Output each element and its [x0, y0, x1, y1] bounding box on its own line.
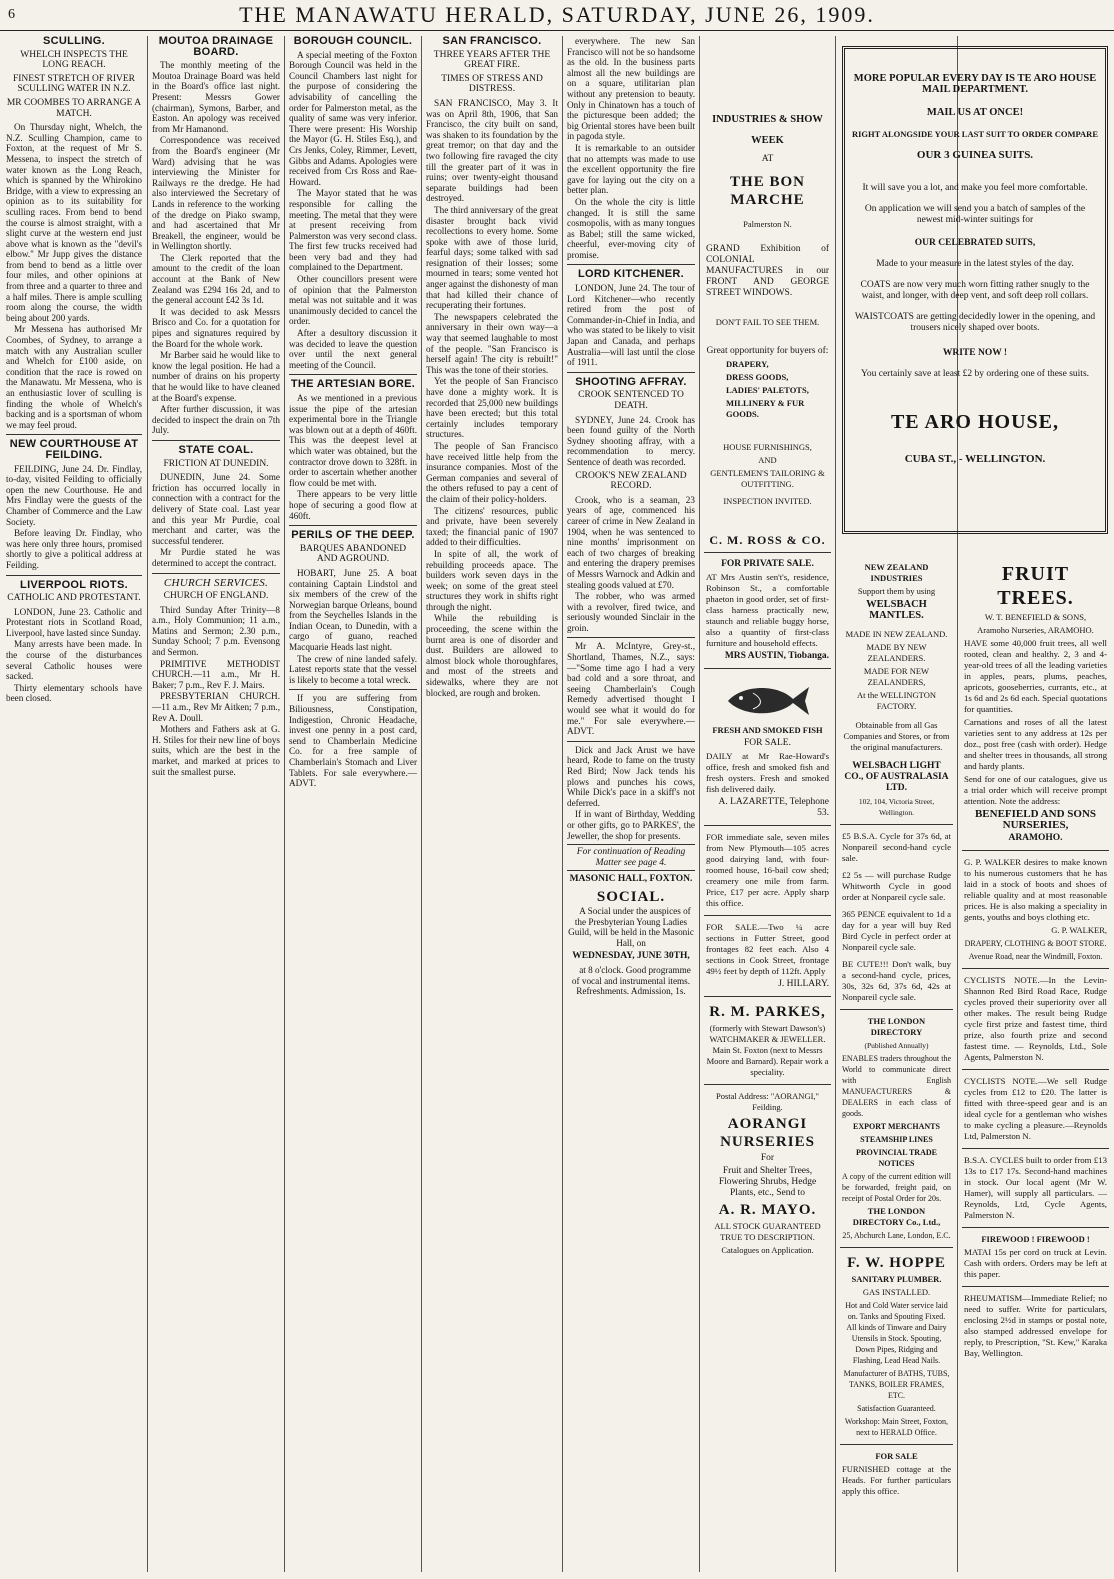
ad-text: GRAND Exhibition of COLONIAL MANUFACTURES in our FRONT AND GEORGE STREET WINDOWS.	[706, 244, 829, 298]
article-paragraph: After a desultory discussion it was decided to leave the question over until the next general meeting of the Council.	[289, 328, 417, 370]
column-1	[6, 36, 142, 1572]
social-advertisement	[567, 874, 695, 996]
article-heading: MOUTOA DRAINAGE BOARD.	[158, 36, 274, 58]
article-paragraph: Mr Purdie stated he was determined to accept the contract.	[152, 547, 280, 568]
ad-line: OUR CELEBRATED SUITS,	[914, 237, 1036, 248]
column-rule	[284, 36, 285, 1572]
article-paragraph: everywhere. The new San Francisco will not be so handsome as the old. In the business parts almost all the new buildings are on a square, utilitarian plan without any pretension to beauty. Only in Chinatown has a touch of the picturesque been added; the big Oriental stores have been built in pagoda style.	[567, 36, 695, 142]
article-heading: BOROUGH COUNCIL.	[293, 36, 413, 47]
ad-text: FOR immediate sale, seven miles from New Plymouth—105 acres good dairying land, with four-roomed house, 16-bail cow shed; creamery one mile from farm. Price, £17 per acre. Apply sharp this office.	[706, 832, 829, 908]
advertisement	[289, 689, 417, 788]
ad-title: TE ARO HOUSE,	[890, 410, 1060, 433]
ad-text: £2 5s — will purchase Rudge Whitworth Cycle in good order at Nonpareil cycle sale.	[842, 870, 951, 902]
ad-line: You certainly save at least £2 by ordering one of these suits.	[860, 368, 1090, 379]
article-heading: LIVERPOOL RIOTS.	[6, 575, 142, 591]
ad-line: CUBA ST., - WELLINGTON.	[904, 452, 1046, 465]
article-heading: SAN FRANCISCO.	[442, 36, 542, 47]
article-paragraph: LONDON, June 23. Catholic and Protestant riots in Scotland Road, Liverpool, have lasted since Sunday.	[6, 606, 142, 638]
ad-heading: FOR SALE	[875, 1451, 918, 1461]
cyclists-advertisement	[962, 969, 1109, 1070]
article-subheading: CROOK SENTENCED TO DEATH.	[578, 390, 684, 411]
ad-text: Send for one of our catalogues, give us a trial order which will receive prompt attention. Note the address:	[964, 774, 1107, 806]
article-paragraph: Other councillors present were of opinion that the Palmerston metal was not suitable and it was unanimously decided to cancel the order.	[289, 274, 417, 327]
article-heading: CHURCH SERVICES.	[152, 573, 280, 589]
column-3	[289, 36, 417, 1572]
ad-line: WEEK	[751, 135, 784, 146]
ad-line: At the WELLINGTON FACTORY.	[856, 690, 936, 711]
ad-heading: FOR PRIVATE SALE.	[721, 559, 814, 569]
ad-text: Fruit and Shelter Trees, Flowering Shrubs, Hedge Plants, etc., Send to	[718, 1166, 817, 1198]
ad-line: STEAMSHIP LINES	[860, 1135, 933, 1144]
ad-text: BE CUTE!!! Don't walk, buy a second-hand cycle, prices, 30s, 32s 6d, 37s 6d, 42s at Nonpareil cycle sale.	[842, 959, 951, 1002]
article-paragraph: Third Sunday After Trinity—8 a.m., Holy Communion; 11 a.m., Matins and Sermon; 2.30 p.m., Sunday School; 7 p.m. Evensong and Sermon.	[152, 604, 280, 658]
column-2	[152, 36, 280, 1572]
ad-signature: A. LAZARETTE, Telephone 53.	[718, 797, 829, 818]
ad-subheading: FOR SALE.	[744, 738, 791, 748]
ad-line: AT	[761, 154, 774, 164]
column-7-advertisements	[840, 556, 953, 1572]
ad-text: Mr A. McIntyre, Grey-st., Shortland, Thames, N.Z., says:—"Some time ago I had a very bad cold and a sore throat, and seeing Chamberlain's Cough Remedy advertised thought I would see what it would do for me." For sale everywhere.—ADVT.	[567, 641, 695, 737]
column-rule	[421, 36, 422, 1572]
article-paragraph: HOBART, June 25. A boat containing Captain Lindstol and six members of the crew of the Norwegian barque Orleans, bound from the Seychelles Islands in the Indian Ocean, to Dunedin, with a cargo of guano, reached Macquarie Heads last night.	[289, 567, 417, 653]
column-rule	[147, 36, 148, 1572]
ad-title: WELSBACH LIGHT CO., OF AUSTRALASIA LTD.	[844, 761, 949, 793]
ad-heading: MASONIC HALL, FOXTON.	[569, 874, 693, 885]
article-paragraph: While the rebuilding is proceeding, the scene within the burnt area is one of disorder and dust. Builders are allowed to almost block whole thoroughfares, and most of the streets and sidewalks, where they are not blocked, are rough and broken.	[426, 613, 558, 698]
article-paragraph: The crew of nine landed safely. Latest reports state that the vessel is likely to become a total wreck.	[289, 653, 417, 685]
ad-text: Manufacturer of BATHS, TUBS, TANKS, BOILER FRAMES, ETC.	[843, 1369, 950, 1400]
article-subheading: CROOK'S NEW ZEALAND RECORD.	[575, 470, 687, 492]
ad-line: AND	[758, 455, 777, 465]
article-paragraph: FEILDING, June 24. Dr. Findlay, to-day, visited Feilding to officially open the new Courthouse. He and Mrs Findlay were the guests of the Chamber of Commerce and the Law Society.	[6, 463, 142, 527]
article-paragraph: Correspondence was received from the Board's engineer (Mr Ward) advising that he was interviewing the Minister for Railways re the dredge. He had also interviewed the Secretary of Lands in reference to the working of the dredge on Piako swamp, and had ascertained that Mr Breakell, the engineer, would be in Wellington shortly.	[152, 135, 280, 252]
article-paragraph: Crook, who is a seaman, 23 years of age, commenced his career of crime in New Zealand in 1904, when he was sentenced to nine months' imprisonment on each of two charges of breaking and entering the drapery premises of Messrs Warnock and Adkin and stealing goods valued at £70.	[567, 494, 695, 590]
fish-advertisement	[704, 669, 831, 826]
newspaper-title: THE MANAWATU HERALD, SATURDAY, JUNE 26, 1909.	[239, 2, 875, 27]
ad-title: C. M. ROSS & CO.	[709, 533, 826, 547]
bsa-advertisement	[962, 1149, 1109, 1228]
ad-line: Support them by using	[857, 586, 936, 596]
article-subheading: CATHOLIC AND PROTESTANT.	[7, 593, 141, 604]
article-paragraph: The citizens' resources, public and private, have been severely taxed; the financial panic of 1907 added to their difficulties.	[426, 505, 558, 548]
te-aro-house-advertisement	[840, 36, 1110, 546]
ad-heading: THE LONDON DIRECTORY	[867, 1016, 926, 1037]
ad-title: THE LONDON DIRECTORY Co., Ltd.,	[852, 1206, 941, 1227]
article-paragraph: SYDNEY, June 24. Crook has been found guilty of the North Sydney shooting affray, with a recommendation to mercy. Sentence of death was recorded.	[567, 414, 695, 467]
ad-text: A copy of the current edition will be forwarded, freight paid, on receipt of Postal Order for 20s.	[842, 1172, 951, 1203]
parkes-advertisement	[704, 997, 831, 1085]
ad-title: F. W. HOPPE	[847, 1255, 946, 1271]
ad-title: A. R. MAYO.	[718, 1202, 817, 1218]
article-paragraph: The monthly meeting of the Moutoa Drainage Board was held in the Board's office last night. Present: Messrs Gower (chairman), Symons, Barber, and Easton. An apology was received from Mr Hamanond.	[152, 60, 280, 134]
farm-advertisement	[704, 826, 831, 916]
column-6-advertisements	[704, 36, 831, 1572]
ad-line: On application we will send you a batch of samples of the newest mid-winter suitings for	[864, 203, 1086, 225]
ad-text: MATAI 15s per cord on truck at Levin. Cash with orders. Orders may be left at this paper.	[964, 1247, 1107, 1279]
ad-text: If in want of Birthday, Wedding or other gifts, go to PARKES', the Jeweller, the shop for presents.	[567, 809, 695, 841]
article-paragraph: On Thursday night, Whelch, the N.Z. Sculling Champion, came to Foxton, at the request of Mr S. Messena, to inspect the stretch of water known as the Long Reach, which is spanned by the Whirokino Bridge, with a view to expressing an opinion as to its suitability for sculling races. From bend to bend the course is almost straight, with a slight curve at the western end just above what is known as the "devil's elbow." Mr Jupp gives the distance from bend to bend as a little over four miles, and other opinions at from three and a quarter to three and a half miles. There is ample sculling room along the course, the width being about 200 yards.	[6, 122, 142, 323]
ad-line: MAIL US AT ONCE!	[926, 107, 1024, 118]
fruit-trees-advertisement	[962, 556, 1109, 851]
advertisement	[567, 741, 695, 841]
walker-advertisement	[962, 851, 1109, 969]
ad-text: Hot and Cold Water service laid on. Tanks and Spouting Fixed. All kinds of Tinware and Dairy Utensils in Stock. Spouting, Down Pipes, Ridging and Flashing, Lead Head Nails.	[845, 1301, 948, 1365]
masthead	[0, 0, 1114, 31]
ad-line: ARAMOHO.	[1008, 833, 1063, 843]
london-directory-advertisement	[840, 1010, 953, 1248]
ad-title: WELSBACH MANTLES.	[866, 599, 927, 621]
column-5	[567, 36, 695, 1572]
article-paragraph: Mr Messena has authorised Mr Coombes, of Sydney, to arrange a match with any Australian sculler and Whelch for £100 aside, on condition that the race is rowed on the Manawatu. Mr Messena, who is an enthusiastic lover of sculling is finding the whole of Whelch's backing and is a sportsman of whom we may feel proud.	[6, 324, 142, 430]
article-paragraph: On the whole the city is little changed. It is still the same cosmopolis, with as many tongues as Babel; still the same wicked, cheerful, ever-moving city of promise.	[567, 196, 695, 260]
ad-heading: NEW ZEALAND INDUSTRIES	[864, 562, 929, 583]
article-heading: PERILS OF THE DEEP.	[289, 525, 417, 541]
ad-line: WRITE NOW !	[942, 347, 1008, 358]
article-paragraph: Many arrests have been made. In the course of the disturbances several Catholic houses were sacked.	[6, 639, 142, 682]
ad-line: GENTLEMEN'S TAILORING & OUTFITTING.	[710, 468, 825, 489]
ad-line: MORE POPULAR EVERY DAY IS TE ARO HOUSE MAIL DEPARTMENT.	[853, 73, 1097, 95]
ad-text: Dick and Jack Arust we have heard, Rode to fame on the trusty Red Bird; Now Jack tends his plows and punches his cows, While Dick's pace in a skiff's not deferred.	[567, 744, 695, 808]
ad-text: DAILY at Mr Rae-Howard's office, fresh and smoked fish and fresh oysters. Fresh and smoked fish delivered daily.	[706, 751, 829, 794]
article-heading: LORD KITCHENER.	[567, 264, 695, 280]
ad-line: MILLINERY & FUR GOODS.	[726, 398, 805, 419]
ad-title: FRUIT TREES.	[997, 563, 1074, 609]
article-paragraph: SAN FRANCISCO, May 3. It was on April 8th, 1906, that San Francisco, the city built on sand, was shaken to its foundation by the great tremor; on that day and the two following fire ravaged the city till the greater part of it was in ruins; over twenty-eight thousand separate buildings had been destroyed.	[426, 97, 558, 204]
advertisement	[567, 637, 695, 736]
ad-heading: FRESH AND SMOKED FISH	[712, 725, 823, 735]
ad-line: MADE FOR NEW ZEALANDERS,	[863, 666, 930, 687]
article-paragraph: PRIMITIVE METHODIST CHURCH.—11 a.m., Mr H. Baker; 7 p.m., Rev F. J. Mairs.	[152, 658, 280, 690]
ad-text: G. P. WALKER desires to make known to his numerous customers that he has laid in a stock of boots and shoes of reliable quality and at most reasonable prices. He is also making a speciality in gents, youths and boys clothing etc.	[964, 857, 1107, 922]
hoppe-advertisement	[840, 1248, 953, 1445]
article-subheading: THREE YEARS AFTER THE GREAT FIRE.	[433, 49, 551, 71]
ad-text: AT Mrs Austin sen't's, residence, Robinson St., a comfortable phaeton in good order, set of first-class harness practically new, staunch and reliable buggy horse, also a quantity of first-class furniture and household effects.	[706, 572, 829, 648]
article-heading: STATE COAL.	[152, 440, 280, 456]
ad-line: COATS are now very much worn fitting rather snugly to the waist, and longer, with deep vent, and soft deep roll collars.	[860, 279, 1090, 301]
ad-line: INSPECTION INVITED.	[723, 496, 812, 506]
ad-line: INDUSTRIES & SHOW	[712, 114, 823, 125]
welsbach-advertisement	[840, 556, 953, 825]
article-paragraph: DUNEDIN, June 24. Some friction has occurred locally in connection with a contract for the delivery of State coal. Last year and this year Mr Purdie, coal merchant and carter, was the successful tenderer.	[152, 472, 280, 546]
ad-line: RIGHT ALONGSIDE YOUR LAST SUIT TO ORDER COMPARE	[851, 128, 1098, 139]
ad-line: EXPORT MERCHANTS	[853, 1122, 940, 1131]
ad-line: LADIES' PALETOTS,	[726, 385, 809, 395]
ad-text: at 8 o'clock. Good programme of vocal and instrumental items. Refreshments. Admission, 1s.	[571, 964, 691, 997]
ad-line: For	[760, 1153, 775, 1163]
ad-text: HAVE some 40,000 fruit trees, all well rooted, clean and healthy. 2, 3 and 4-year-old trees of all the leading varieties in apples, pears, plums, peaches, apricots, gooseberries, currants, etc., at 1s 6d and 2s 6d each. Special quotations for quantities.	[964, 638, 1107, 714]
column-4	[426, 36, 558, 1572]
column-rule	[562, 36, 563, 1572]
article-paragraph: Yet the people of San Francisco have done a mighty work. It is recorded that 25,000 new buildings have been erected; but this total certainly includes temporary structures.	[426, 376, 558, 440]
ad-text: If you are suffering from Biliousness, Constipation, Indigestion, Chronic Headache, invest one penny in a post card, send to Chamberlain Medicine Co. for a free sample of Chamberlain's Stomach and Liver Tablets. For sale everywhere.—ADVT.	[289, 693, 417, 789]
article-paragraph: It was decided to ask Messrs Brisco and Co. for a quotation for pipes and signatures required by the Board for the whole work.	[152, 306, 280, 349]
ad-line: PROVINCIAL TRADE NOTICES	[856, 1148, 937, 1168]
ad-text: Postal Address: "AORANGI," Feilding.	[715, 1091, 820, 1112]
ad-text: A Social under the auspices of the Presbyterian Young Ladies Guild, will be held in the Masonic Hall, on	[568, 905, 694, 948]
article-subheading: FINEST STRETCH OF RIVER SCULLING WATER IN N.Z.	[12, 73, 136, 95]
article-paragraph: In spite of all, the work of rebuilding proceeds apace. The builders work seven days in the week; on some of the great steel structures they work in shifts right through the night.	[426, 548, 558, 612]
continuation-note: For continuation of Reading Matter see page 4.	[567, 844, 695, 871]
ad-text: B.S.A. CYCLES built to order from £13 13s to £17 17s. Second-hand machines in stock. Our local agent (Mr W. Hamer), will supply all particulars. — Reynolds, Ltd, Cycle Agents, Palmerston N.	[964, 1155, 1107, 1220]
ad-line: Avenue Road, near the Windmill, Foxton.	[968, 952, 1103, 961]
ad-signature: MRS AUSTIN, Tiobanga.	[724, 651, 829, 661]
ad-text: FOR SALE.—Two ¼ acre sections in Futter Street, good frontages 82 feet each. Also 4 sections in Cook Street, frontage 49½ feet by depth of 112ft. Apply	[706, 922, 829, 976]
ad-line: Made to your measure in the latest styles of the day.	[876, 258, 1074, 269]
article-heading: SHOOTING AFFRAY.	[567, 372, 695, 388]
ad-line: DRAPERY,	[726, 359, 769, 369]
ad-date: WEDNESDAY, JUNE 30TH,	[572, 951, 690, 962]
ad-line: Great opportunity for buyers of:	[706, 346, 829, 356]
article-paragraph: As we mentioned in a previous issue the pipe of the artesian experimental bore in the Triangle was blown out at a depth of 460ft. This was the deepest level at which water was obtained, but the contractor drove down to 328ft. in order to ascertain whether another flow could be met with.	[289, 393, 417, 488]
article-heading: SCULLING.	[43, 36, 105, 47]
ad-line: WAISTCOATS are getting decidedly lower in the opening, and trousers nicely shaped over boots.	[854, 311, 1096, 333]
ad-text: RHEUMATISM—Immediate Relief; no need to suffer. Write for particulars, enclosing 2½d in stamps or postal note, also stamped addressed envelope for reply, to Prescription, "St. Kew," Karaka Bay, Wellington.	[964, 1293, 1107, 1358]
article-paragraph: The third anniversary of the great disaster brought back vivid recollections to every home. Some spoke with awe of those lurid, fearful days; some talked with sad resignation of their losses; some mourned in tears; some vented hot anger against the dishonesty of man that had killed their chance of recuperating their fortunes.	[426, 204, 558, 311]
ad-text: Obtainable from all Gas Companies and Stores, or from the original manufacturers.	[843, 720, 950, 752]
ad-text: FURNISHED cottage at the Heads. For further particulars apply this office.	[842, 1464, 951, 1496]
article-subheading: BARQUES ABANDONED AND AGROUND.	[299, 543, 407, 565]
article-paragraph: PRESBYTERIAN CHURCH.—11 a.m., Rev Mr Aitken; 7 p.m., Rev A. Doull.	[152, 691, 280, 723]
ad-text: ENABLES traders throughout the World to communicate direct with English MANUFACTURERS & DEALERS in each class of goods.	[842, 1054, 951, 1118]
article-paragraph: LONDON, June 24. The tour of Lord Kitchener—who recently retired from the post of Commander-in-Chief in India, and who was stated to be likely to visit Japan and Canada, and perhaps Australia—will last until the close of 1911.	[567, 283, 695, 368]
article-paragraph: There appears to be very little hope of securing a good flow at 460ft.	[289, 489, 417, 521]
bon-marche-advertisement	[704, 36, 831, 553]
ad-line: DRESS GOODS,	[726, 372, 789, 382]
ad-text: (formerly with Stewart Dawson's) WATCHMAKER & JEWELLER. Main St. Foxton (next to Messrs Moore and Barnard). Repair work a speciality.	[706, 1023, 829, 1077]
firewood-advertisement	[962, 1228, 1109, 1287]
article-paragraph: The Mayor stated that he was responsible for calling the meeting. The metal that they were at present receiving from Palmerston was very second class. The first few trucks received had been very bad and they had complained to the Department.	[289, 188, 417, 273]
ad-line: (Published Annually)	[864, 1041, 929, 1050]
article-paragraph: The newspapers celebrated the anniversary in their own way—a way that seemed laughable to most of the people. "San Francisco is herself again! The city is rebuilt!" This was the tone of their stories.	[426, 311, 558, 375]
ad-text: £5 B.S.A. Cycle for 37s 6d, at Nonpareil second-hand cycle sale.	[842, 831, 951, 863]
private-sale-advertisement	[704, 553, 831, 669]
article-paragraph: The people of San Francisco have received little help from the insurance companies. Most of the German companies and several of the others refused to pay a cent of the claim of their policy-holders.	[426, 440, 558, 504]
cycle-sale-advertisement	[840, 825, 953, 1010]
article-paragraph: The Clerk reported that the amount to the credit of the loan account at the Bank of New Zealand was £294 16s 2d, and to the general account £42 3s 1d.	[152, 252, 280, 306]
ad-text: Satisfaction Guaranteed.	[857, 1404, 936, 1413]
article-paragraph: Mothers and Fathers ask at G. H. Stiles for their new line of boys suits, which are the best in the market, and marked at prices to suit the smallest purse.	[152, 724, 280, 777]
ad-title: AORANGI NURSERIES	[720, 1116, 815, 1150]
ad-signature: J. HILLARY.	[778, 979, 829, 989]
article-heading: THE ARTESIAN BORE.	[289, 374, 417, 390]
ad-line: HOUSE FURNISHINGS,	[723, 442, 812, 452]
ad-title: SOCIAL.	[596, 888, 666, 905]
ad-title: BENEFIELD AND SONS NURSERIES,	[974, 808, 1097, 831]
ad-text: Workshop: Main Street, Foxton, next to HERALD Office.	[844, 1417, 949, 1437]
ad-line: W. T. BENEFIELD & SONS,	[984, 612, 1087, 622]
ad-line: DON'T FAIL TO SEE THEM.	[715, 317, 820, 327]
fish-illustration-icon	[723, 679, 813, 719]
aorangi-advertisement	[704, 1085, 831, 1262]
column-rule	[835, 36, 836, 1572]
ad-text: CYCLISTS NOTE.—In the Levin-Shannon Red Bird Road Race, Rudge cycles proved their superiority over all other makes. The result being Rudge cycle first prize and fastest time, third prize, also fourth prize and second fastest time. — Reynolds, Ltd., Sole Agents, Palmerston N.	[964, 975, 1107, 1062]
article-paragraph: After further discussion, it was decided to inspect the drain on 7th July.	[152, 404, 280, 436]
ad-box	[842, 46, 1108, 534]
column-8-advertisements	[962, 556, 1109, 1572]
ad-line: OUR 3 GUINEA SUITS.	[916, 148, 1034, 161]
article-paragraph: It is remarkable to an outsider that no attempts was made to use the excellent opportunity the fire gave for laying out the city on a better plan.	[567, 142, 695, 196]
article-subheading: TIMES OF STRESS AND DISTRESS.	[441, 73, 543, 95]
article-paragraph: The robber, who was armed with a revolver, fired twice, and seriously wounded Sinclair in the groin.	[567, 591, 695, 633]
article-subheading: CHURCH OF ENGLAND.	[163, 591, 269, 602]
ad-line: 25, Abchurch Lane, London, E.C.	[842, 1231, 951, 1240]
article-subheading: WHELCH INSPECTS THE LONG REACH.	[20, 49, 128, 71]
article-paragraph: Before leaving Dr. Findlay, who was here only three hours, promised shortly to give a political address at Feilding.	[6, 528, 142, 570]
ad-line: It will save you a lot, and make you feel more comfortable.	[862, 182, 1088, 193]
ad-text: Carnations and roses of all the latest varieties sent to any address at 12s per doz., post free (cash with order). Hedge and shelter trees in thousands, all strong and hardy plants.	[964, 717, 1107, 771]
ad-text: ALL STOCK GUARANTEED TRUE TO DESCRIPTION.	[714, 1221, 821, 1242]
ad-line: MADE BY NEW ZEALANDERS.	[866, 642, 927, 663]
ad-line: MADE IN NEW ZEALAND.	[845, 629, 948, 639]
ad-text: CYCLISTS NOTE.—We sell Rudge cycles from £12 to £20. The latter is fitted with three-speed gear and is an ideal cycle for a gentleman who wishes to make cycling a pleasure.—Reynolds Ltd, Palmerston N.	[964, 1076, 1107, 1141]
ad-title: R. M. PARKES,	[709, 1004, 826, 1020]
article-subheading: FRICTION AT DUNEDIN.	[163, 458, 269, 469]
ad-line: SANITARY PLUMBER.	[851, 1274, 942, 1284]
sections-advertisement	[704, 916, 831, 997]
rheumatism-advertisement	[962, 1287, 1109, 1365]
cottage-sale-advertisement	[840, 1445, 953, 1503]
column-rule	[699, 36, 700, 1572]
ad-text: 365 PENCE equivalent to 1d a day for a year will buy Red Bird Cycle in perfect order at Nonpareil cycle sale.	[842, 909, 951, 952]
ad-title: THE BON MARCHE	[730, 174, 805, 208]
cyclists-advertisement	[962, 1070, 1109, 1149]
ad-signature: G. P. WALKER,	[1051, 925, 1107, 935]
ad-line: DRAPERY, CLOTHING & BOOT STORE.	[964, 939, 1107, 948]
article-subheading: MR COOMBES TO ARRANGE A MATCH.	[6, 97, 142, 119]
ad-line: 102, 104, Victoria Street, Wellington.	[858, 797, 935, 817]
ad-text: Catalogues on Application.	[721, 1245, 814, 1255]
ad-line: Aramoho Nurseries, ARAMOHO.	[977, 625, 1094, 635]
article-paragraph: Thirty elementary schools have been closed.	[6, 682, 142, 704]
article-paragraph: Mr Barber said he would like to know the legal position. He had a number of drains on his property that he would like to have cleaned at the Board's expense.	[152, 350, 280, 403]
ad-heading: FIREWOOD ! FIREWOOD !	[981, 1234, 1090, 1244]
page-number: 6	[8, 7, 15, 22]
ad-line: GAS INSTALLED.	[862, 1287, 931, 1297]
ad-line: Palmerston N.	[743, 219, 792, 229]
article-paragraph: A special meeting of the Foxton Borough Council was held in the Council Chambers last night for the purpose of considering the advisability of cancelling the order for Palmerston metal, as the quality of same was very inferior. There were present: His Worship the Mayor (G. H. Stiles Esq.), and Crs Jenks, Coley, Rimmer, Levett, Gibbs and Adams. Apologies were received from Crs Ross and Rae-Howard.	[289, 49, 417, 187]
article-heading: NEW COURTHOUSE AT FEILDING.	[6, 434, 142, 460]
